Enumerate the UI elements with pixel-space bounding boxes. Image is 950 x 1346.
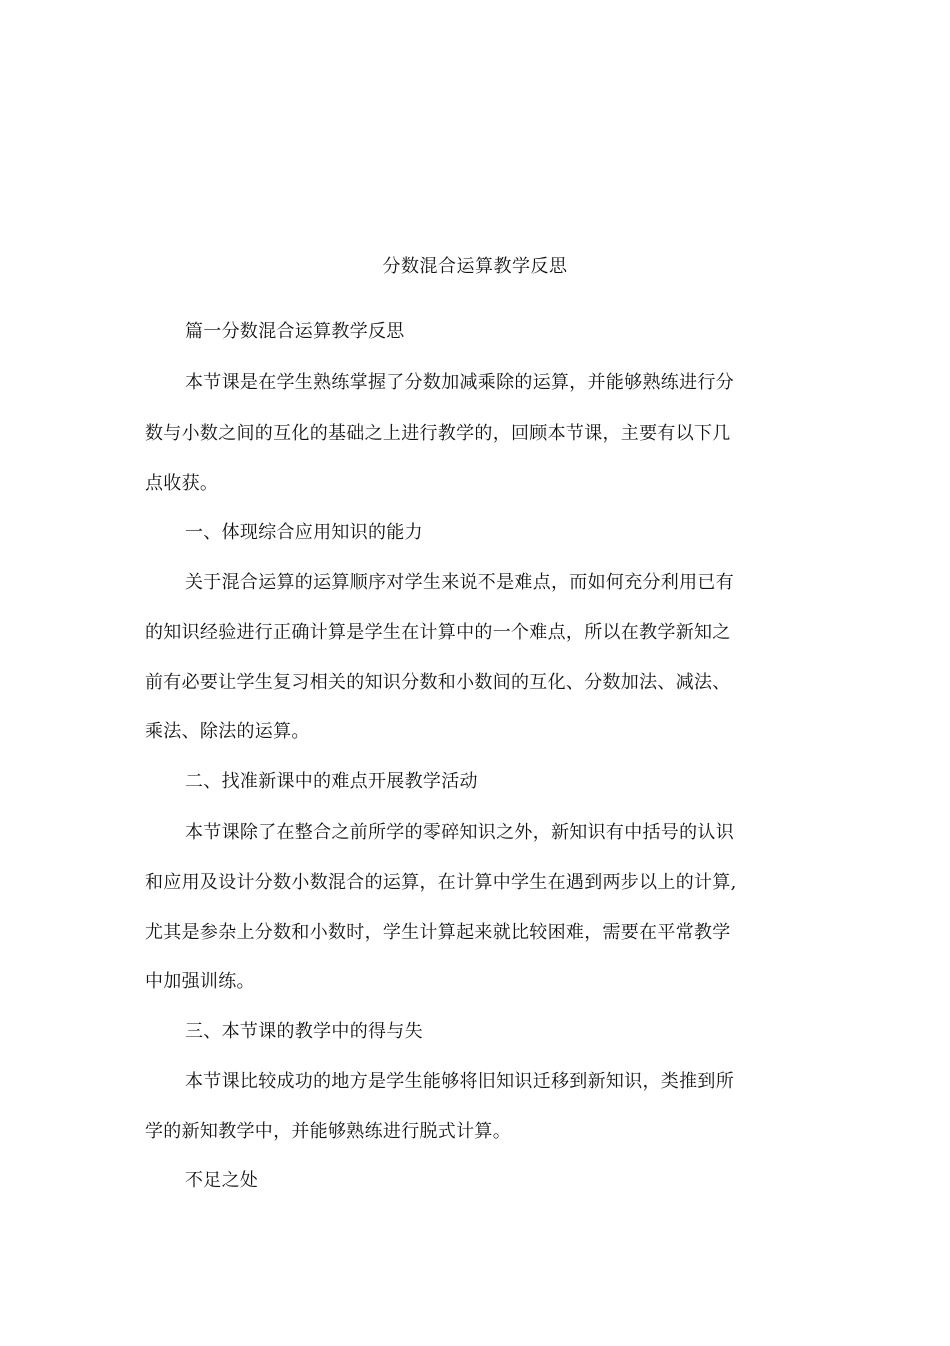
paragraph-line: 学的新知教学中，并能够熟练进行脱式计算。 bbox=[145, 1121, 511, 1142]
paragraph-line: 本节课比较成功的地方是学生能够将旧知识迁移到新知识，类推到所 bbox=[185, 1071, 734, 1092]
paragraph-line: 的知识经验进行正确计算是学生在计算中的一个难点，所以在教学新知之 bbox=[145, 622, 731, 643]
section-heading: 二、找准新课中的难点开展教学活动 bbox=[185, 771, 478, 792]
paragraph-line: 乘法、除法的运算。 bbox=[145, 721, 310, 742]
paragraph-line: 尤其是参杂上分数和小数时，学生计算起来就比较困难，需要在平常教学 bbox=[145, 922, 731, 943]
paragraph-line: 点收获。 bbox=[145, 473, 219, 494]
section-heading: 一、体现综合应用知识的能力 bbox=[185, 522, 423, 543]
section-heading: 不足之处 bbox=[185, 1170, 259, 1191]
paragraph-line: 和应用及设计分数小数混合的运算，在计算中学生在遇到两步以上的计算, bbox=[145, 872, 737, 893]
section-heading: 篇一分数混合运算教学反思 bbox=[185, 321, 405, 342]
paragraph-line: 前有必要让学生复习相关的知识分数和小数间的互化、分数加法、减法、 bbox=[145, 672, 731, 693]
paragraph-line: 关于混合运算的运算顺序对学生来说不是难点，而如何充分利用已有 bbox=[185, 572, 734, 593]
document-title: 分数混合运算教学反思 bbox=[382, 256, 568, 277]
paragraph-line: 本节课除了在整合之前所学的零碎知识之外，新知识有中括号的认识 bbox=[185, 822, 734, 843]
paragraph-line: 本节课是在学生熟练掌握了分数加减乘除的运算，并能够熟练进行分 bbox=[185, 372, 734, 393]
paragraph-line: 中加强训练。 bbox=[145, 971, 255, 992]
section-heading: 三、本节课的教学中的得与失 bbox=[185, 1021, 423, 1042]
paragraph-line: 数与小数之间的互化的基础之上进行教学的，回顾本节课，主要有以下几 bbox=[145, 423, 731, 444]
